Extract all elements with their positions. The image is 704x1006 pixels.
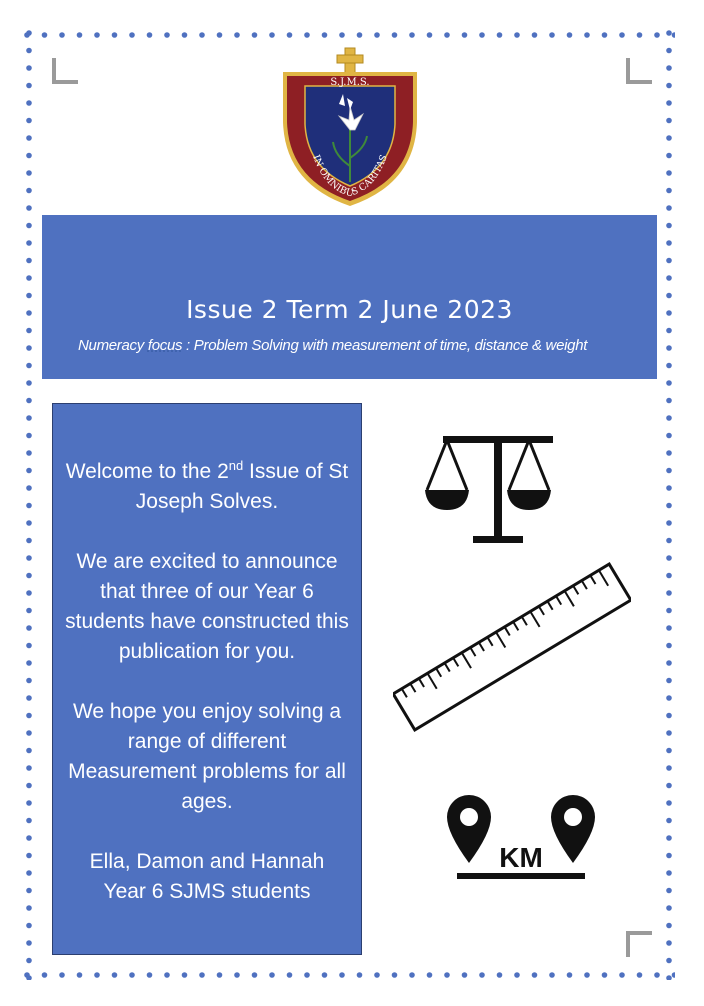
welcome-paragraph-1	[53, 457, 361, 517]
welcome-message-box	[52, 403, 362, 955]
svg-text:S.J.M.S.: S.J.M.S.	[330, 77, 370, 88]
issue-title: Issue 2 Term 2 June 2023	[186, 295, 513, 324]
welcome-signature	[53, 847, 361, 907]
distance-label: KM	[499, 842, 543, 873]
svg-text:IN OMNIBUS CARITAS: IN OMNIBUS CARITAS	[310, 153, 390, 200]
focus-description: : Problem Solving with measurement of time, distance & weight	[182, 337, 588, 354]
welcome-line-prefix: Welcome to the 2	[65, 460, 229, 483]
signature-names: Ella, Damon and Hannah	[89, 850, 325, 873]
welcome-paragraph-2: We are excited to announce that three of our Year 6 students have constructed this publication for you.	[65, 550, 349, 663]
corner-mark-bottom-right	[626, 931, 652, 957]
corner-mark-top-left	[52, 58, 78, 84]
welcome-line-suffix: Issue of St Joseph Solves.	[135, 460, 349, 513]
map-distance-icon	[445, 793, 597, 883]
ordinal-suffix: nd	[228, 458, 244, 473]
focus-word: focus	[147, 337, 183, 354]
issue-banner	[42, 215, 657, 379]
balance-scale-icon	[423, 432, 573, 546]
welcome-paragraph-3: We hope you enjoy solving a range of different Measurement problems for all ages.	[68, 700, 346, 813]
corner-mark-top-right	[626, 58, 652, 84]
ruler-icon	[393, 560, 631, 735]
focus-prefix: Numeracy	[78, 337, 148, 354]
numeracy-focus-line	[78, 337, 649, 354]
school-crest-logo	[279, 46, 421, 208]
signature-role: Year 6 SJMS students	[103, 880, 311, 903]
